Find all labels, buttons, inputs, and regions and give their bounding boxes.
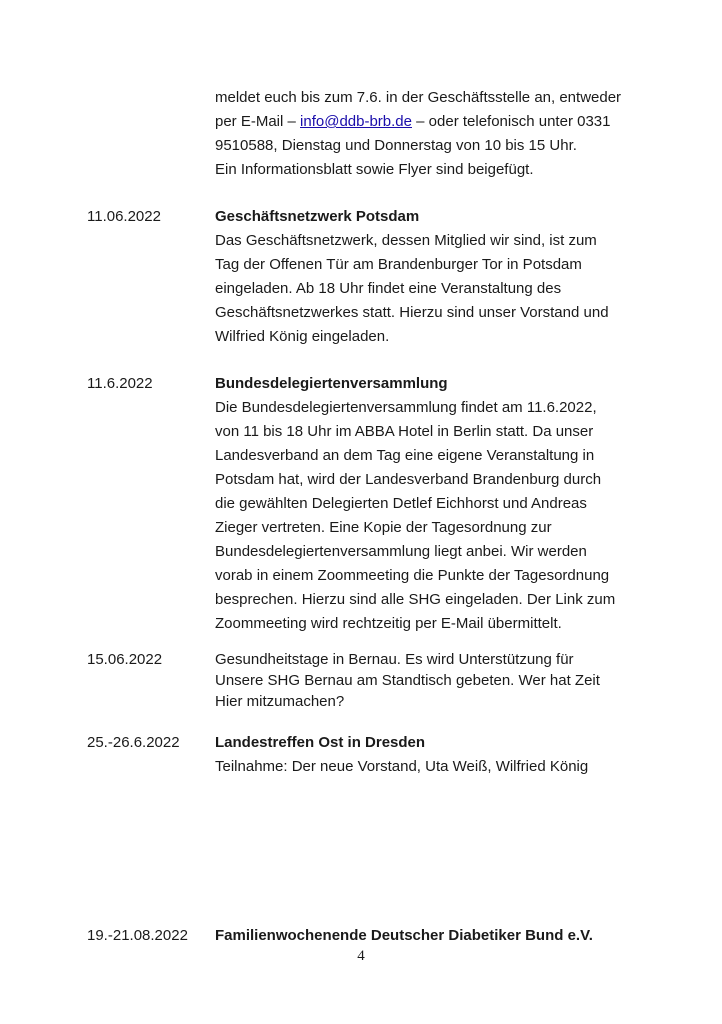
event-title: Geschäftsnetzwerk Potsdam <box>215 208 420 225</box>
event-line: Unsere SHG Bernau am Standtisch gebeten. Wer hat Zeit <box>215 672 600 689</box>
event-body <box>215 205 655 349</box>
event-line: Das Geschäftsnetzwerk, dessen Mitglied wir sind, ist zum <box>215 232 597 249</box>
event-date: 25.-26.6.2022 <box>87 734 180 751</box>
event-line: eingeladen. Ab 18 Uhr findet eine Veranstaltung des <box>215 280 562 297</box>
event-line: die gewählten Delegierten Detlef Eichhorst und Andreas <box>215 495 587 512</box>
intro-line: meldet euch bis zum 7.6. in der Geschäftsstelle an, entweder <box>215 89 622 106</box>
event-body <box>215 924 675 948</box>
event-line: Die Bundesdelegiertenversammlung findet am 11.6.2022, <box>215 399 597 416</box>
event-body <box>215 731 655 779</box>
intro-text-before-email: per E-Mail – <box>215 113 301 130</box>
event-title: Familienwochenende Deutscher Diabetiker Bund e.V. <box>215 927 593 944</box>
event-body <box>215 649 655 712</box>
event-date: 11.06.2022 <box>87 208 161 225</box>
event-line: Teilnahme: Der neue Vorstand, Uta Weiß, Wilfried König <box>215 758 589 775</box>
event-line: Tag der Offenen Tür am Brandenburger Tor in Potsdam <box>215 256 582 273</box>
event-date: 11.6.2022 <box>87 375 153 392</box>
event-line: Geschäftsnetzwerkes statt. Hierzu sind unser Vorstand und <box>215 304 609 321</box>
event-line: von 11 bis 18 Uhr im ABBA Hotel in Berlin statt. Da unser <box>215 423 594 440</box>
event-date: 15.06.2022 <box>87 651 163 668</box>
event-line: vorab in einem Zoommeeting die Punkte der Tagesordnung <box>215 567 610 584</box>
intro-text <box>215 86 655 182</box>
page-number: 4 <box>357 948 365 964</box>
event-line: Zoommeeting wird rechtzeitig per E-Mail übermittelt. <box>215 615 562 632</box>
event-body <box>215 372 655 636</box>
event-line: Hier mitzumachen? <box>215 693 345 710</box>
intro-line: Ein Informationsblatt sowie Flyer sind beigefügt. <box>215 161 534 178</box>
email-link[interactable]: info@ddb-brb.de <box>300 113 412 130</box>
intro-line: 9510588, Dienstag und Donnerstag von 10 bis 15 Uhr. <box>215 137 577 154</box>
event-date: 19.-21.08.2022 <box>87 927 188 944</box>
event-title: Bundesdelegiertenversammlung <box>215 375 448 392</box>
event-line: besprechen. Hierzu sind alle SHG eingeladen. Der Link zum <box>215 591 616 608</box>
event-line: Zieger vertreten. Eine Kopie der Tagesordnung zur <box>215 519 552 536</box>
event-line: Wilfried König eingeladen. <box>215 328 390 345</box>
event-title: Landestreffen Ost in Dresden <box>215 734 426 751</box>
event-line: Bundesdelegiertenversammlung liegt anbei. Wir werden <box>215 543 587 560</box>
intro-text-after-email: – oder telefonisch unter 0331 <box>412 113 611 130</box>
event-line: Landesverband an dem Tag eine eigene Veranstaltung in <box>215 447 595 464</box>
intro-line <box>215 110 655 134</box>
event-line: Gesundheitstage in Bernau. Es wird Unterstützung für <box>215 651 574 668</box>
event-line: Potsdam hat, wird der Landesverband Brandenburg durch <box>215 471 602 488</box>
